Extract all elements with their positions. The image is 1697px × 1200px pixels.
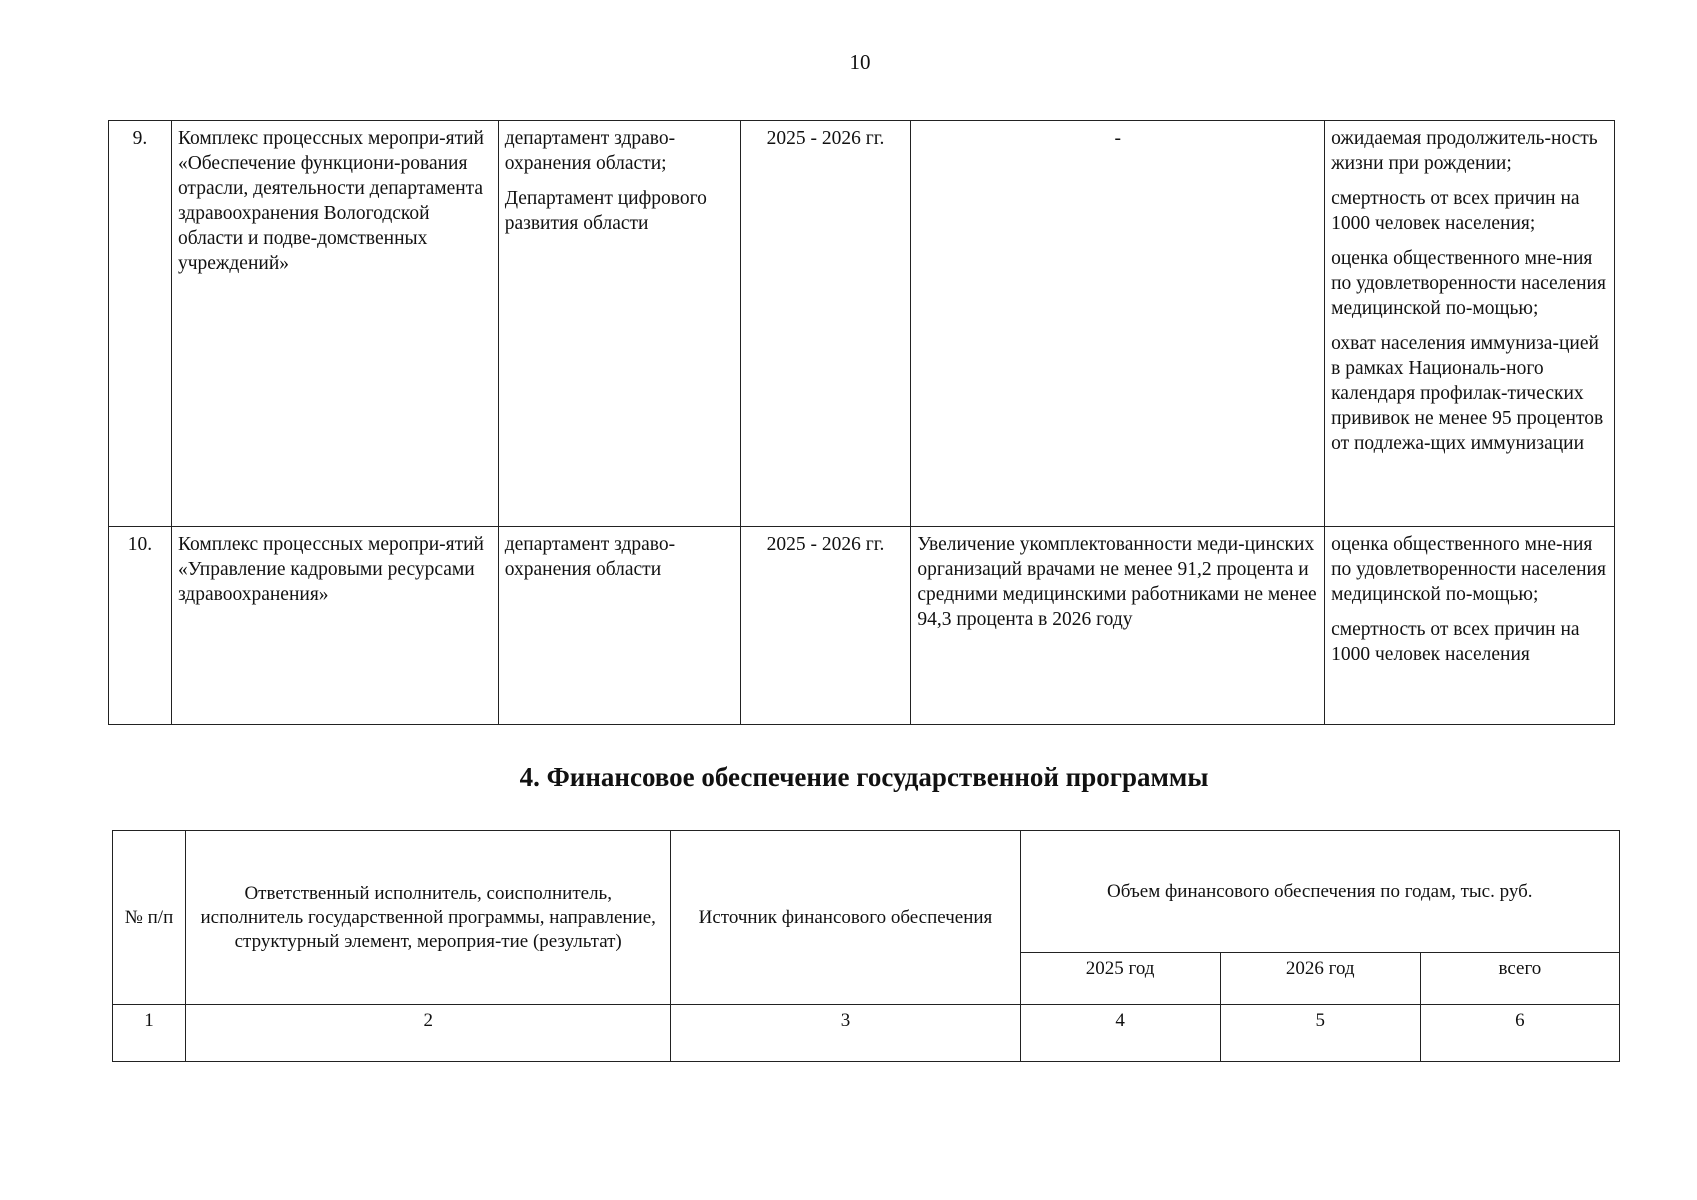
indicators-cell — [1325, 121, 1615, 527]
expected-result: Увеличение укомплектованности меди-цинских организаций врачами не менее 91,2 процента и средними медицинскими работниками не менее 94,3 процента в 2026 году — [911, 527, 1325, 725]
page-number: 10 — [849, 50, 871, 74]
header-year-2026: 2026 год — [1220, 953, 1420, 1005]
measure-name: Комплекс процессных меропри-ятий «Управление кадровыми ресурсами здравоохранения» — [171, 527, 498, 725]
header-volume: Объем финансового обеспечения по годам, тыс. руб. — [1020, 831, 1619, 953]
column-number: 2 — [186, 1005, 671, 1062]
responsible-item: Департамент цифрового развития области — [504, 188, 707, 234]
indicator-item: охват населения иммуниза-цией в рамках Националь-ного календаря профилак-тических прививок не менее 95 процентов от подлежа-щих иммунизации — [1331, 333, 1604, 454]
column-number: 5 — [1220, 1005, 1420, 1062]
row-number: 9. — [109, 121, 172, 527]
indicator-item: смертность от всех причин на 1000 человек населения; — [1331, 188, 1580, 234]
responsible-item: департамент здраво-охранения области — [504, 534, 676, 580]
responsible-cell — [498, 527, 740, 725]
indicators-cell — [1325, 527, 1615, 725]
responsible-item: департамент здраво-охранения области; — [504, 128, 676, 174]
expected-result: - — [911, 121, 1325, 527]
header-year-2025: 2025 год — [1020, 953, 1220, 1005]
table-row — [109, 527, 1615, 725]
row-number: 10. — [109, 527, 172, 725]
measures-table — [108, 120, 1615, 725]
numbering-row — [113, 1005, 1620, 1062]
measure-name: Комплекс процессных меропри-ятий «Обеспечение функциони-рования отрасли, деятельности департамента здравоохранения Вологодской области и подве-домственных учреждений» — [171, 121, 498, 527]
indicator-item: ожидаемая продолжитель-ность жизни при рождении; — [1331, 128, 1598, 174]
header-total: всего — [1420, 953, 1619, 1005]
period: 2025 - 2026 гг. — [740, 527, 911, 725]
header-source: Источник финансового обеспечения — [671, 831, 1020, 1005]
indicator-item: смертность от всех причин на 1000 человек населения — [1331, 619, 1580, 665]
responsible-cell — [498, 121, 740, 527]
header-row — [113, 831, 1620, 953]
column-number: 3 — [671, 1005, 1020, 1062]
indicator-item: оценка общественного мне-ния по удовлетворенности населения медицинской по-мощью; — [1331, 534, 1606, 605]
header-num: № п/п — [113, 831, 186, 1005]
finance-table — [112, 830, 1620, 1062]
column-number: 4 — [1020, 1005, 1220, 1062]
column-number: 1 — [113, 1005, 186, 1062]
period: 2025 - 2026 гг. — [740, 121, 911, 527]
column-number: 6 — [1420, 1005, 1619, 1062]
header-executor: Ответственный исполнитель, соисполнитель, исполнитель государственной программы, направление, структурный элемент, мероприя-тие (результат) — [186, 831, 671, 1005]
table-row — [109, 121, 1615, 527]
section-heading: 4. Финансовое обеспечение государственной программы — [519, 762, 1209, 792]
indicator-item: оценка общественного мне-ния по удовлетворенности населения медицинской по-мощью; — [1331, 248, 1606, 319]
